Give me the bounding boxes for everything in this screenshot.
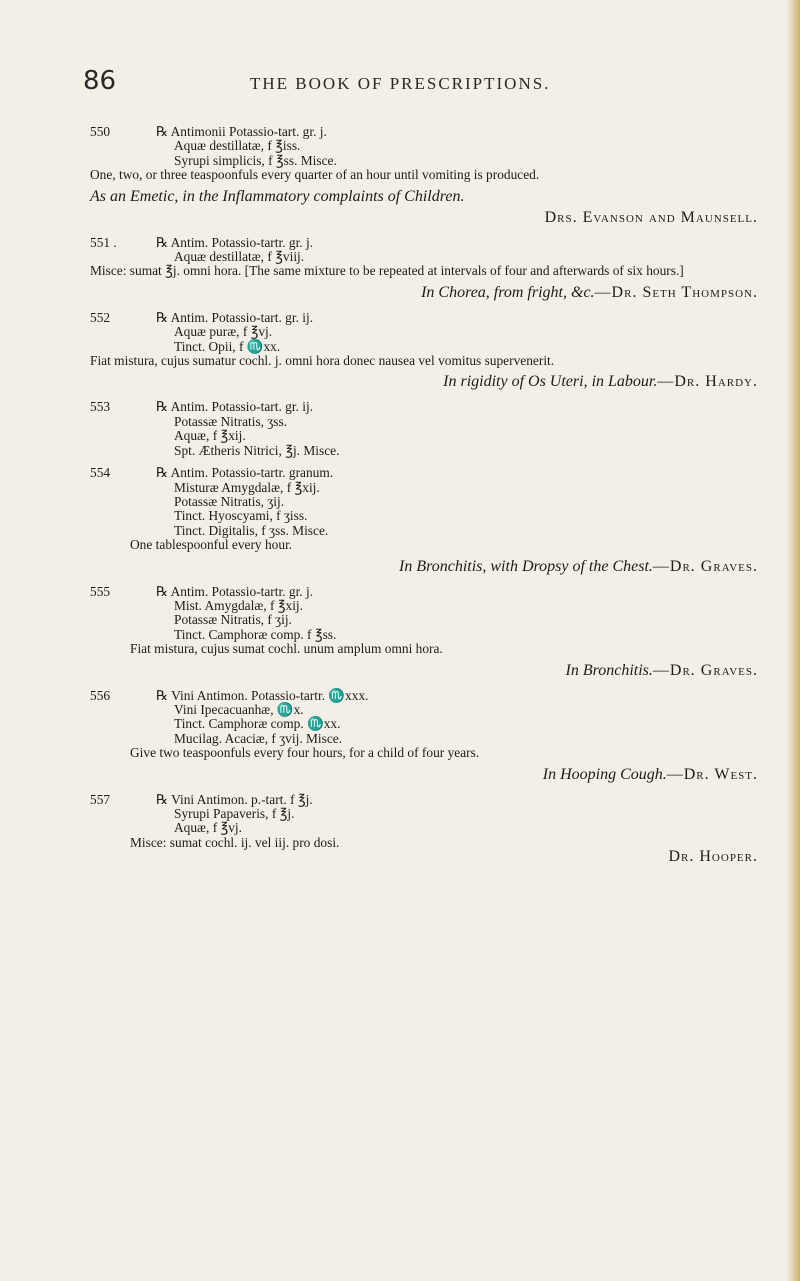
- prescription-554: [90, 466, 758, 576]
- prescription-553: [90, 400, 758, 458]
- rx-line: Tinct. Digitalis, f ʒss. Misce.: [174, 522, 329, 538]
- indication: In Chorea, from fright, &c.: [421, 283, 595, 301]
- attribution: —Dr. Seth Thompson.: [594, 283, 758, 301]
- prescription-note: Give two teaspoonfuls every four hours, for a child of four years.: [130, 745, 480, 761]
- prescription-attribution-block: [90, 556, 758, 577]
- attribution: Drs. Evanson and Maunsell.: [544, 208, 758, 226]
- prescription-lines: [156, 793, 758, 836]
- indication: As an Emetic, in the Inflammatory complaints of Children.: [90, 187, 465, 205]
- prescription-lines: [156, 125, 758, 168]
- prescription-attribution-block: [90, 371, 758, 392]
- running-title: THE BOOK OF PRESCRIPTIONS.: [250, 74, 551, 93]
- rx-line: Spt. Ætheris Nitrici, ℥j. Misce.: [174, 442, 340, 458]
- rx-line: ℞ Antim. Potassio-tart. gr. ij.: [156, 399, 314, 415]
- prescription-lines: [156, 585, 758, 643]
- rx-line: Aquæ destillatæ, f ℥viij.: [174, 249, 305, 265]
- prescription-lines: [156, 689, 758, 747]
- prescription-556: [90, 689, 758, 785]
- rx-line: ℞ Antim. Potassio-tart. gr. ij.: [156, 309, 314, 325]
- rx-line: ℞ Antimonii Potassio-tart. gr. j.: [156, 124, 327, 139]
- prescription-note: Fiat mistura, cujus sumat cochl. unum amplum omni hora.: [130, 641, 443, 657]
- rx-line: Aquæ, f ℥vj.: [174, 820, 242, 836]
- attribution: —Dr. Graves.: [652, 557, 758, 575]
- prescription-attribution-block: [90, 764, 758, 785]
- prescription-number: 554: [90, 465, 111, 481]
- indication: In Bronchitis.: [565, 661, 653, 679]
- rx-line: Potassæ Nitratis, ʒij.: [174, 493, 285, 509]
- page-number: 86: [83, 66, 117, 96]
- prescription-lines: [156, 311, 758, 354]
- rx-line: Potassæ Nitratis, f ʒij.: [174, 612, 292, 628]
- rx-line: Syrupi Papaveris, f ℥j.: [174, 806, 295, 821]
- prescription-attribution-block: [90, 207, 758, 228]
- prescription-number: 552: [90, 309, 111, 325]
- page-header: [83, 66, 763, 100]
- prescription-555: [90, 585, 758, 681]
- prescription-number: 553: [90, 399, 111, 415]
- prescription-attribution-block: [90, 186, 758, 207]
- indication: In Bronchitis, with Dropsy of the Chest.: [398, 557, 653, 575]
- attribution: Dr. Hooper.: [668, 848, 758, 866]
- rx-line: Aquæ puræ, f ℥vj.: [174, 324, 273, 340]
- prescription-550: [90, 125, 758, 228]
- indication: In rigidity of Os Uteri, in Labour.: [443, 373, 658, 391]
- prescription-number: 557: [90, 791, 111, 807]
- prescription-attribution-block: [90, 660, 758, 681]
- prescription-number: 556: [90, 687, 111, 703]
- rx-line: ℞ Antim. Potassio-tartr. gr. j.: [156, 583, 314, 599]
- rx-line: Tinct. Camphoræ comp. ♏xx.: [174, 716, 341, 732]
- attribution: —Dr. Graves.: [652, 661, 758, 679]
- rx-line: Potassæ Nitratis, ʒss.: [174, 413, 288, 429]
- rx-line: Aquæ destillatæ, f ℥iss.: [174, 138, 301, 154]
- prescription-552: [90, 311, 758, 393]
- rx-line: Misturæ Amygdalæ, f ℥xij.: [174, 479, 320, 495]
- prescription-list: [90, 125, 758, 875]
- prescription-lines: [156, 236, 758, 265]
- prescription-551: [90, 236, 758, 303]
- prescription-note: Misce: sumat cochl. ij. vel iij. pro dosi.: [130, 834, 340, 850]
- prescription-lines: [156, 466, 758, 538]
- prescription-557: [90, 793, 758, 868]
- prescription-note: One tablespoonful every hour.: [130, 537, 293, 553]
- rx-line: Syrupi simplicis, f ℥ss. Misce.: [174, 152, 337, 168]
- rx-line: Tinct. Camphoræ comp. f ℥ss.: [174, 626, 337, 642]
- rx-line: Aquæ, f ℥xij.: [174, 428, 246, 444]
- prescription-number: 551 .: [90, 234, 117, 250]
- rx-line: ℞ Antim. Potassio-tartr. gr. j.: [156, 234, 314, 250]
- prescription-attribution-block: [90, 282, 758, 303]
- prescription-number: 550: [90, 124, 111, 139]
- rx-line: Vini Ipecacuanhæ, ♏x.: [174, 701, 304, 717]
- prescription-note: Fiat mistura, cujus sumatur cochl. j. omni hora donec nausea vel vomitus supervenerit.: [90, 353, 555, 369]
- rx-line: Mist. Amygdalæ, f ℥xij.: [174, 597, 304, 613]
- rx-line: ℞ Vini Antimon. Potassio-tartr. ♏xxx.: [156, 687, 369, 703]
- prescription-note: Misce: sumat ℥j. omni hora. [The same mixture to be repeated at intervals of four and afterwards of six hours.]: [90, 263, 684, 279]
- rx-line: ℞ Antim. Potassio-tartr. granum.: [156, 465, 334, 481]
- attribution: —Dr. Hardy.: [657, 373, 758, 391]
- rx-line: Mucilag. Acaciæ, f ʒvij. Misce.: [174, 730, 343, 746]
- rx-line: ℞ Vini Antimon. p.-tart. f ℥j.: [156, 791, 313, 807]
- prescription-note: One, two, or three teaspoonfuls every quarter of an hour until vomiting is produced.: [90, 167, 540, 183]
- prescription-number: 555: [90, 583, 111, 599]
- rx-line: Tinct. Hyoscyami, f ʒiss.: [174, 508, 308, 524]
- rx-line: Tinct. Opii, f ♏xx.: [174, 338, 281, 354]
- prescription-lines: [156, 400, 758, 458]
- indication: In Hooping Cough.: [542, 765, 667, 783]
- attribution: —Dr. West.: [666, 765, 758, 783]
- page-edge: [786, 0, 800, 1281]
